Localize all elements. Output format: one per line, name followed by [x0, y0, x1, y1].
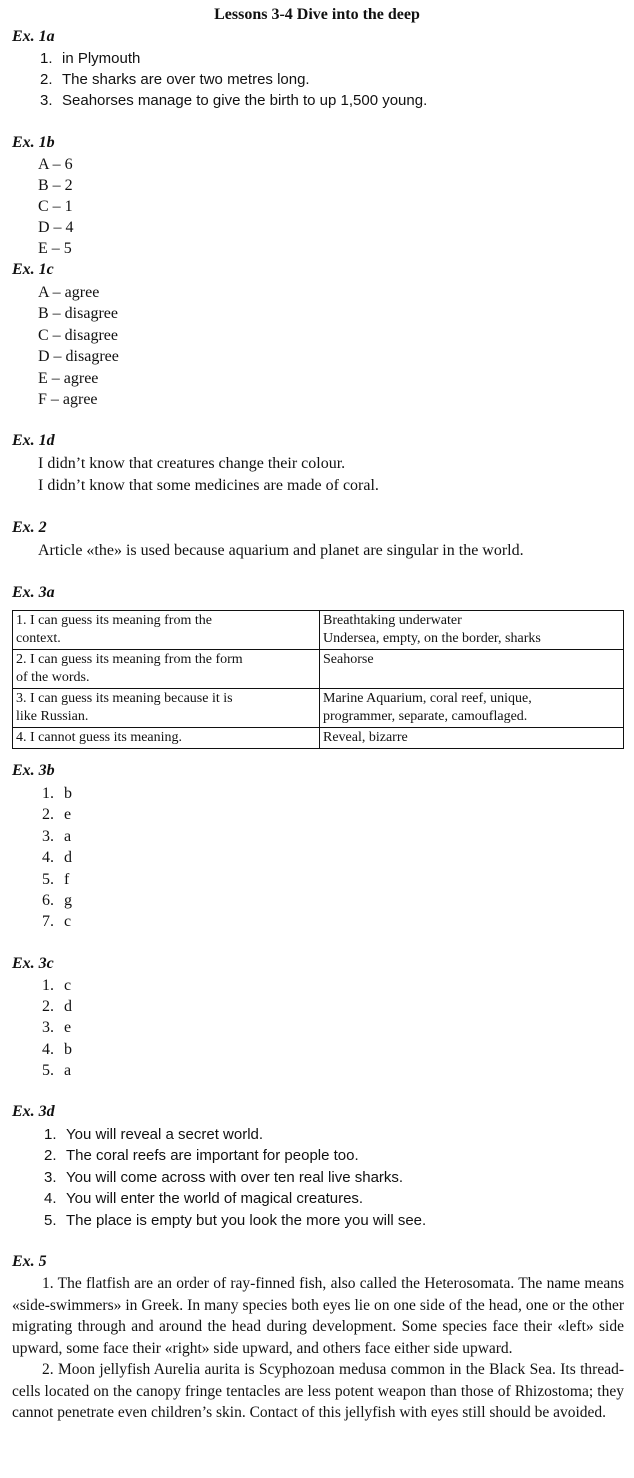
list-item: 1. b — [42, 785, 72, 802]
list-item: 2. e — [42, 806, 72, 823]
list-item: E – agree — [38, 370, 99, 387]
ex-3d-heading: Ex. 3d — [12, 1103, 55, 1120]
list-item: 4. d — [42, 849, 72, 866]
ex-5-heading: Ex. 5 — [12, 1253, 47, 1270]
list-item: 3. a — [42, 828, 72, 845]
list-item: 5. The place is empty but you look the more you will see. — [44, 1212, 427, 1229]
ex-3a-heading: Ex. 3a — [12, 584, 55, 601]
list-item: C – disagree — [38, 327, 118, 344]
table-cell: Breathtaking underwater Undersea, empty, on the border, sharks — [320, 611, 624, 650]
table-row — [13, 689, 624, 728]
table-row — [13, 650, 624, 689]
ex-1c-heading: Ex. 1c — [12, 261, 54, 278]
table-row — [13, 611, 624, 650]
list-item: E – 5 — [38, 240, 72, 257]
list-item: 3. e — [42, 1019, 72, 1036]
list-item: 7. c — [42, 913, 72, 930]
table-cell: 2. I can guess its meaning from the form of the words. — [13, 650, 320, 689]
list-item: 2. d — [42, 998, 72, 1015]
answer-line: I didn’t know that some medicines are made of coral. — [38, 477, 379, 494]
list-item: 2. The coral reefs are important for people too. — [44, 1147, 359, 1164]
page-title: Lessons 3-4 Dive into the deep — [214, 6, 420, 23]
ex-1b-heading: Ex. 1b — [12, 134, 55, 151]
table-row — [13, 728, 624, 749]
list-item: 1. You will reveal a secret world. — [44, 1126, 264, 1143]
list-item: 3. Seahorses manage to give the birth to up 1,500 young. — [40, 92, 428, 109]
list-item: 1. c — [42, 977, 72, 994]
answer-line: Article «the» is used because aquarium and planet are singular in the world. — [38, 542, 524, 559]
list-item: D – 4 — [38, 219, 74, 236]
list-item: F – agree — [38, 391, 98, 408]
ex-2-heading: Ex. 2 — [12, 519, 47, 536]
table-cell: 3. I can guess its meaning because it is like Russian. — [13, 689, 320, 728]
ex-1a-heading: Ex. 1a — [12, 28, 55, 45]
list-item: 3. You will come across with over ten real live sharks. — [44, 1169, 404, 1186]
list-item: D – disagree — [38, 348, 119, 365]
table-cell: Seahorse — [320, 650, 624, 689]
ex-3c-heading: Ex. 3c — [12, 955, 54, 972]
table-cell: 1. I can guess its meaning from the context. — [13, 611, 320, 650]
list-item: A – 6 — [38, 156, 73, 173]
answer-line: I didn’t know that creatures change their colour. — [38, 455, 346, 472]
list-item: 5. a — [42, 1062, 72, 1079]
ex-1d-heading: Ex. 1d — [12, 432, 55, 449]
list-item: B – 2 — [38, 177, 73, 194]
table-cell: 4. I cannot guess its meaning. — [13, 728, 320, 749]
list-item: 1. in Plymouth — [40, 50, 141, 67]
paragraph: 1. The flatfish are an order of ray-finned fish, also called the Heterosomata. The name means «side-swimmers» in Greek. In many species both eyes lie on one side of the head, one or the other migrating through and around the head during development. Some species face their «left» side upward, some face their «right» side upward, and others face either side upward. — [12, 1275, 624, 1357]
vocabulary-table — [12, 610, 624, 749]
list-item: C – 1 — [38, 198, 73, 215]
list-item: 5. f — [42, 871, 70, 888]
ex-5-text — [12, 1273, 624, 1424]
ex-3b-heading: Ex. 3b — [12, 762, 55, 779]
paragraph: 2. Moon jellyfish Aurelia aurita is Scyphozoan medusa common in the Black Sea. Its thread-cells located on the canopy fringe tentacles are less potent weapon than those of Rhizostoma; they cannot penetrate even children’s skin. Contact of this jellyfish with eyes still should be avoided. — [12, 1361, 624, 1421]
list-item: 6. g — [42, 892, 72, 909]
list-item: 2. The sharks are over two metres long. — [40, 71, 310, 88]
table-cell: Marine Aquarium, coral reef, unique, programmer, separate, camouflaged. — [320, 689, 624, 728]
list-item: A – agree — [38, 284, 100, 301]
table-cell: Reveal, bizarre — [320, 728, 624, 749]
list-item: 4. You will enter the world of magical creatures. — [44, 1190, 364, 1207]
list-item: 4. b — [42, 1041, 72, 1058]
list-item: B – disagree — [38, 305, 118, 322]
